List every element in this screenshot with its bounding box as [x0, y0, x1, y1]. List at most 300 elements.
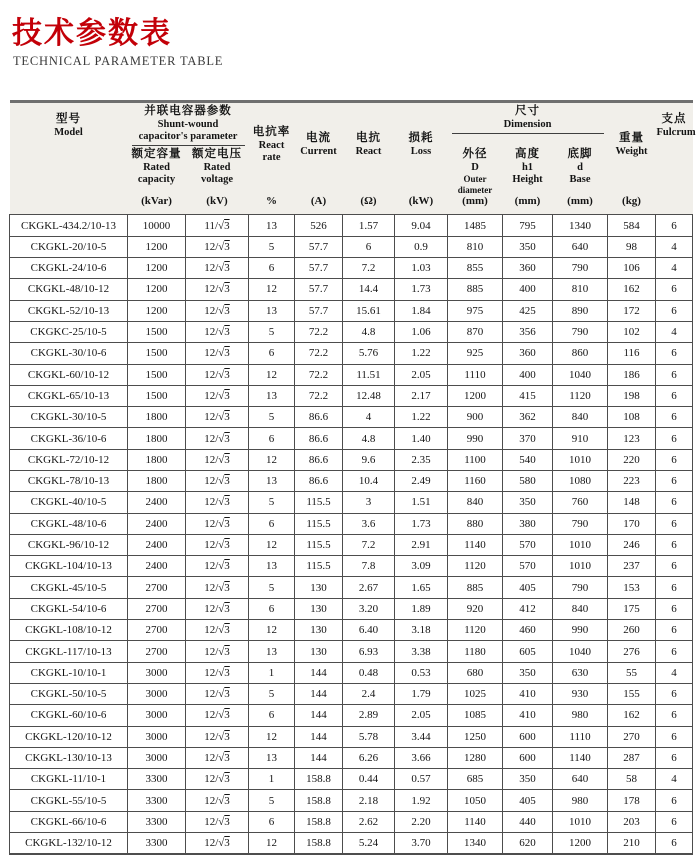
- cell-weight: 210: [608, 833, 656, 855]
- weight-label-en: Weight: [615, 145, 648, 157]
- table-body: [10, 215, 693, 854]
- cell-outer-diameter: 810: [448, 236, 503, 257]
- cell-height: 580: [503, 471, 553, 492]
- col-header-model: [10, 102, 128, 215]
- cell-height: 405: [503, 577, 553, 598]
- cell-loss: 1.65: [395, 577, 448, 598]
- cell-height: 380: [503, 513, 553, 534]
- cell-rated-capacity: 3000: [128, 662, 186, 683]
- cell-current: 86.6: [295, 449, 343, 470]
- cell-rated-capacity: 1800: [128, 471, 186, 492]
- cell-react: 3.6: [343, 513, 395, 534]
- table-row: [10, 769, 693, 790]
- cell-rated-capacity: 3000: [128, 705, 186, 726]
- cell-react-rate: 1: [249, 769, 295, 790]
- cell-weight: 108: [608, 407, 656, 428]
- table-row: [10, 258, 693, 279]
- cell-fulcrum: 6: [656, 385, 693, 406]
- cell-outer-diameter: 1160: [448, 471, 503, 492]
- cell-outer-diameter: 1100: [448, 449, 503, 470]
- cell-fulcrum: 6: [656, 449, 693, 470]
- cell-loss: 1.22: [395, 343, 448, 364]
- cell-rated-voltage: 12/√3: [186, 833, 249, 855]
- table-row: [10, 556, 693, 577]
- model-label-zh: 型号: [56, 113, 81, 125]
- cell-fulcrum: 6: [656, 790, 693, 811]
- table-row: [10, 407, 693, 428]
- cell-react-rate: 12: [249, 726, 295, 747]
- fulcrum-label-zh: 支点: [661, 113, 687, 125]
- cell-react: 9.6: [343, 449, 395, 470]
- table-row: [10, 534, 693, 555]
- cell-outer-diameter: 1140: [448, 534, 503, 555]
- cell-current: 57.7: [295, 300, 343, 321]
- cell-model: CKGKL-52/10-13: [10, 300, 128, 321]
- cell-height: 350: [503, 492, 553, 513]
- cell-weight: 198: [608, 385, 656, 406]
- cell-react: 7.2: [343, 534, 395, 555]
- table-row: [10, 513, 693, 534]
- cell-rated-capacity: 2400: [128, 556, 186, 577]
- cell-rated-voltage: 12/√3: [186, 726, 249, 747]
- cell-current: 130: [295, 598, 343, 619]
- table-row: [10, 471, 693, 492]
- cell-model: CKGKL-50/10-5: [10, 683, 128, 704]
- cell-current: 158.8: [295, 790, 343, 811]
- cell-react: 5.78: [343, 726, 395, 747]
- cell-react-rate: 13: [249, 300, 295, 321]
- cell-rated-voltage: 12/√3: [186, 492, 249, 513]
- cell-current: 158.8: [295, 833, 343, 855]
- cell-rated-voltage: 12/√3: [186, 705, 249, 726]
- cell-weight: 203: [608, 811, 656, 832]
- cell-react-rate: 6: [249, 258, 295, 279]
- cell-fulcrum: 6: [656, 705, 693, 726]
- cell-weight: 55: [608, 662, 656, 683]
- react-rate-label-en2: rate: [262, 152, 281, 164]
- unit-base: (mm): [553, 195, 608, 214]
- cell-rated-voltage: 12/√3: [186, 300, 249, 321]
- unit-weight: (kg): [608, 195, 656, 214]
- cell-fulcrum: 6: [656, 811, 693, 832]
- cell-current: 144: [295, 726, 343, 747]
- cell-rated-voltage: 12/√3: [186, 407, 249, 428]
- cell-current: 130: [295, 577, 343, 598]
- cell-react: 7.8: [343, 556, 395, 577]
- cell-react-rate: 12: [249, 279, 295, 300]
- cell-rated-capacity: 10000: [128, 215, 186, 236]
- cell-weight: 153: [608, 577, 656, 598]
- cell-rated-voltage: 11/√3: [186, 215, 249, 236]
- react-label-en: React: [355, 145, 382, 157]
- col-header-base: 底脚 d Base: [553, 146, 608, 195]
- cell-react-rate: 5: [249, 577, 295, 598]
- cell-outer-diameter: 1485: [448, 215, 503, 236]
- cell-loss: 2.49: [395, 471, 448, 492]
- cell-outer-diameter: 1050: [448, 790, 503, 811]
- cell-base: 1040: [553, 364, 608, 385]
- cell-rated-voltage: 12/√3: [186, 577, 249, 598]
- cell-loss: 2.05: [395, 705, 448, 726]
- cell-current: 144: [295, 747, 343, 768]
- capacitor-group-label-en2: capacitor's parameter: [138, 130, 238, 142]
- current-label-zh: 电流: [306, 132, 331, 145]
- cell-weight: 98: [608, 236, 656, 257]
- cell-react: 6.40: [343, 620, 395, 641]
- cell-react-rate: 6: [249, 428, 295, 449]
- cell-rated-capacity: 1800: [128, 449, 186, 470]
- table-row: [10, 428, 693, 449]
- cell-base: 840: [553, 407, 608, 428]
- cell-current: 115.5: [295, 534, 343, 555]
- cell-model: CKGKL-54/10-6: [10, 598, 128, 619]
- cell-height: 620: [503, 833, 553, 855]
- cell-loss: 1.40: [395, 428, 448, 449]
- cell-base: 930: [553, 683, 608, 704]
- table-row: [10, 641, 693, 662]
- cell-height: 362: [503, 407, 553, 428]
- cell-outer-diameter: 1250: [448, 726, 503, 747]
- cell-height: 370: [503, 428, 553, 449]
- cell-height: 540: [503, 449, 553, 470]
- cell-weight: 106: [608, 258, 656, 279]
- cell-model: CKGKL-30/10-5: [10, 407, 128, 428]
- cell-loss: 1.79: [395, 683, 448, 704]
- cell-react: 6: [343, 236, 395, 257]
- cell-rated-voltage: 12/√3: [186, 449, 249, 470]
- cell-outer-diameter: 840: [448, 492, 503, 513]
- cell-model: CKGKL-120/10-12: [10, 726, 128, 747]
- cell-rated-voltage: 12/√3: [186, 279, 249, 300]
- table-row: [10, 726, 693, 747]
- cell-loss: 0.9: [395, 236, 448, 257]
- cell-rated-voltage: 12/√3: [186, 620, 249, 641]
- cell-loss: 2.35: [395, 449, 448, 470]
- cell-base: 980: [553, 705, 608, 726]
- cell-react-rate: 6: [249, 705, 295, 726]
- cell-height: 600: [503, 726, 553, 747]
- table-row: [10, 343, 693, 364]
- table-row: [10, 577, 693, 598]
- cell-react: 2.89: [343, 705, 395, 726]
- cell-react: 7.2: [343, 258, 395, 279]
- cell-height: 570: [503, 556, 553, 577]
- cell-outer-diameter: 900: [448, 407, 503, 428]
- dimension-group-label-zh: 尺寸: [515, 105, 540, 117]
- table-row: [10, 598, 693, 619]
- cell-base: 1110: [553, 726, 608, 747]
- cell-height: 795: [503, 215, 553, 236]
- cell-rated-voltage: 12/√3: [186, 641, 249, 662]
- table-row: [10, 449, 693, 470]
- cell-loss: 9.04: [395, 215, 448, 236]
- cell-react: 12.48: [343, 385, 395, 406]
- cell-weight: 116: [608, 343, 656, 364]
- cell-current: 72.2: [295, 343, 343, 364]
- cell-weight: 246: [608, 534, 656, 555]
- cell-react: 2.67: [343, 577, 395, 598]
- cell-weight: 270: [608, 726, 656, 747]
- cell-react-rate: 5: [249, 683, 295, 704]
- table-row: [10, 747, 693, 768]
- cell-fulcrum: 6: [656, 471, 693, 492]
- cell-loss: 2.17: [395, 385, 448, 406]
- col-header-weight: [608, 102, 656, 196]
- loss-label-zh: 损耗: [408, 132, 434, 145]
- cell-height: 600: [503, 747, 553, 768]
- cell-height: 412: [503, 598, 553, 619]
- cell-rated-capacity: 2400: [128, 492, 186, 513]
- cell-fulcrum: 4: [656, 769, 693, 790]
- cell-weight: 237: [608, 556, 656, 577]
- cell-fulcrum: 6: [656, 300, 693, 321]
- cell-outer-diameter: 880: [448, 513, 503, 534]
- cell-height: 605: [503, 641, 553, 662]
- unit-rated-capacity: (kVar): [128, 195, 186, 214]
- cell-react: 2.62: [343, 811, 395, 832]
- cell-current: 57.7: [295, 279, 343, 300]
- cell-outer-diameter: 1120: [448, 556, 503, 577]
- cell-fulcrum: 6: [656, 726, 693, 747]
- col-group-dimension: [448, 102, 608, 147]
- cell-height: 360: [503, 343, 553, 364]
- cell-model: CKGKL-72/10-12: [10, 449, 128, 470]
- fulcrum-label-en: Fulcrum: [656, 126, 696, 138]
- cell-fulcrum: 6: [656, 343, 693, 364]
- cell-current: 72.2: [295, 321, 343, 342]
- cell-height: 410: [503, 705, 553, 726]
- page-title: 技术参数表: [12, 17, 172, 50]
- cell-rated-voltage: 12/√3: [186, 556, 249, 577]
- cell-rated-capacity: 3300: [128, 790, 186, 811]
- cell-model: CKGKL-60/10-12: [10, 364, 128, 385]
- table-row: [10, 620, 693, 641]
- cell-fulcrum: 6: [656, 620, 693, 641]
- cell-react-rate: 12: [249, 364, 295, 385]
- cell-rated-capacity: 2400: [128, 513, 186, 534]
- cell-current: 86.6: [295, 407, 343, 428]
- unit-loss: (kW): [395, 195, 448, 214]
- cell-base: 640: [553, 769, 608, 790]
- col-header-react-rate: [249, 102, 295, 196]
- table-row: [10, 279, 693, 300]
- table-row: [10, 300, 693, 321]
- unit-outer-diameter: (mm): [448, 195, 503, 214]
- cell-react-rate: 6: [249, 811, 295, 832]
- cell-fulcrum: 6: [656, 747, 693, 768]
- table-header: [10, 102, 696, 215]
- cell-rated-capacity: 3000: [128, 747, 186, 768]
- cell-react-rate: 6: [249, 343, 295, 364]
- cell-rated-voltage: 12/√3: [186, 683, 249, 704]
- cell-rated-capacity: 3300: [128, 811, 186, 832]
- cell-rated-capacity: 3300: [128, 769, 186, 790]
- unit-react: (Ω): [343, 195, 395, 214]
- cell-rated-voltage: 12/√3: [186, 534, 249, 555]
- page-subtitle: TECHNICAL PARAMETER TABLE: [13, 54, 224, 68]
- cell-current: 115.5: [295, 513, 343, 534]
- cell-react-rate: 1: [249, 662, 295, 683]
- cell-height: 425: [503, 300, 553, 321]
- cell-react: 3: [343, 492, 395, 513]
- cell-outer-diameter: 925: [448, 343, 503, 364]
- table-row: [10, 215, 693, 236]
- cell-current: 144: [295, 683, 343, 704]
- unit-current: (A): [295, 195, 343, 214]
- cell-react-rate: 5: [249, 790, 295, 811]
- cell-rated-voltage: 12/√3: [186, 471, 249, 492]
- cell-loss: 2.05: [395, 364, 448, 385]
- cell-weight: 148: [608, 492, 656, 513]
- cell-outer-diameter: 1120: [448, 620, 503, 641]
- cell-react-rate: 12: [249, 620, 295, 641]
- table-row: [10, 683, 693, 704]
- cell-loss: 1.06: [395, 321, 448, 342]
- col-header-outer-diameter: 外径 D Outer diameter: [448, 146, 503, 195]
- cell-loss: 3.44: [395, 726, 448, 747]
- cell-react-rate: 5: [249, 236, 295, 257]
- table-row: [10, 833, 693, 855]
- cell-weight: 276: [608, 641, 656, 662]
- unit-height: (mm): [503, 195, 553, 214]
- cell-current: 144: [295, 705, 343, 726]
- cell-base: 980: [553, 790, 608, 811]
- cell-base: 1010: [553, 449, 608, 470]
- cell-weight: 223: [608, 471, 656, 492]
- cell-outer-diameter: 1085: [448, 705, 503, 726]
- col-header-current: [295, 102, 343, 196]
- cell-react: 10.4: [343, 471, 395, 492]
- cell-outer-diameter: 1180: [448, 641, 503, 662]
- cell-react: 0.44: [343, 769, 395, 790]
- cell-rated-voltage: 12/√3: [186, 513, 249, 534]
- cell-loss: 3.09: [395, 556, 448, 577]
- col-header-fulcrum: [656, 102, 696, 215]
- cell-current: 144: [295, 662, 343, 683]
- cell-rated-capacity: 1500: [128, 364, 186, 385]
- cell-loss: 0.53: [395, 662, 448, 683]
- cell-react: 6.93: [343, 641, 395, 662]
- cell-loss: 1.84: [395, 300, 448, 321]
- cell-fulcrum: 6: [656, 641, 693, 662]
- cell-react-rate: 13: [249, 556, 295, 577]
- cell-height: 415: [503, 385, 553, 406]
- cell-react-rate: 13: [249, 471, 295, 492]
- cell-rated-voltage: 12/√3: [186, 598, 249, 619]
- cell-rated-capacity: 1500: [128, 321, 186, 342]
- capacitor-group-label-zh: 并联电容器参数: [144, 105, 232, 117]
- cell-rated-capacity: 2700: [128, 641, 186, 662]
- cell-rated-voltage: 12/√3: [186, 428, 249, 449]
- cell-rated-capacity: 1500: [128, 385, 186, 406]
- cell-fulcrum: 6: [656, 598, 693, 619]
- cell-react-rate: 5: [249, 492, 295, 513]
- cell-loss: 1.73: [395, 513, 448, 534]
- unit-rated-voltage: (kV): [186, 195, 249, 214]
- cell-react: 11.51: [343, 364, 395, 385]
- unit-react-rate: %: [249, 195, 295, 214]
- cell-outer-diameter: 680: [448, 662, 503, 683]
- cell-rated-voltage: 12/√3: [186, 385, 249, 406]
- cell-base: 790: [553, 258, 608, 279]
- cell-base: 630: [553, 662, 608, 683]
- cell-base: 890: [553, 300, 608, 321]
- cell-outer-diameter: 1140: [448, 811, 503, 832]
- cell-rated-capacity: 2400: [128, 534, 186, 555]
- cell-height: 570: [503, 534, 553, 555]
- cell-react: 1.57: [343, 215, 395, 236]
- cell-weight: 123: [608, 428, 656, 449]
- cell-model: CKGKL-65/10-13: [10, 385, 128, 406]
- cell-loss: 2.91: [395, 534, 448, 555]
- cell-model: CKGKC-25/10-5: [10, 321, 128, 342]
- cell-weight: 155: [608, 683, 656, 704]
- col-header-rated-voltage: 额定电压 Rated voltage: [186, 146, 249, 195]
- cell-base: 1040: [553, 641, 608, 662]
- cell-react: 3.20: [343, 598, 395, 619]
- cell-current: 115.5: [295, 492, 343, 513]
- cell-rated-capacity: 1200: [128, 300, 186, 321]
- table-row: [10, 321, 693, 342]
- cell-base: 1080: [553, 471, 608, 492]
- cell-weight: 287: [608, 747, 656, 768]
- cell-fulcrum: 6: [656, 364, 693, 385]
- cell-rated-capacity: 1200: [128, 258, 186, 279]
- cell-model: CKGKL-130/10-13: [10, 747, 128, 768]
- cell-weight: 170: [608, 513, 656, 534]
- cell-outer-diameter: 885: [448, 577, 503, 598]
- cell-current: 72.2: [295, 385, 343, 406]
- cell-weight: 172: [608, 300, 656, 321]
- cell-model: CKGKL-11/10-1: [10, 769, 128, 790]
- cell-height: 350: [503, 662, 553, 683]
- cell-base: 790: [553, 513, 608, 534]
- cell-height: 410: [503, 683, 553, 704]
- cell-height: 356: [503, 321, 553, 342]
- cell-loss: 2.20: [395, 811, 448, 832]
- cell-model: CKGKL-60/10-6: [10, 705, 128, 726]
- cell-weight: 178: [608, 790, 656, 811]
- cell-weight: 102: [608, 321, 656, 342]
- cell-rated-capacity: 1200: [128, 236, 186, 257]
- cell-base: 1010: [553, 534, 608, 555]
- cell-model: CKGKL-48/10-12: [10, 279, 128, 300]
- cell-react-rate: 5: [249, 407, 295, 428]
- cell-current: 158.8: [295, 811, 343, 832]
- cell-react-rate: 13: [249, 747, 295, 768]
- cell-model: CKGKL-434.2/10-13: [10, 215, 128, 236]
- cell-react-rate: 13: [249, 215, 295, 236]
- table-row: [10, 662, 693, 683]
- cell-fulcrum: 4: [656, 236, 693, 257]
- cell-height: 405: [503, 790, 553, 811]
- current-label-en: Current: [300, 145, 337, 157]
- cell-base: 1010: [553, 556, 608, 577]
- cell-rated-voltage: 12/√3: [186, 321, 249, 342]
- cell-react-rate: 13: [249, 641, 295, 662]
- cell-height: 400: [503, 364, 553, 385]
- table-row: [10, 790, 693, 811]
- cell-react: 2.18: [343, 790, 395, 811]
- cell-model: CKGKL-96/10-12: [10, 534, 128, 555]
- cell-height: 460: [503, 620, 553, 641]
- dimension-group-label-en: Dimension: [503, 118, 552, 130]
- cell-loss: 1.03: [395, 258, 448, 279]
- cell-model: CKGKL-66/10-6: [10, 811, 128, 832]
- table-row: [10, 385, 693, 406]
- cell-height: 350: [503, 769, 553, 790]
- cell-outer-diameter: 855: [448, 258, 503, 279]
